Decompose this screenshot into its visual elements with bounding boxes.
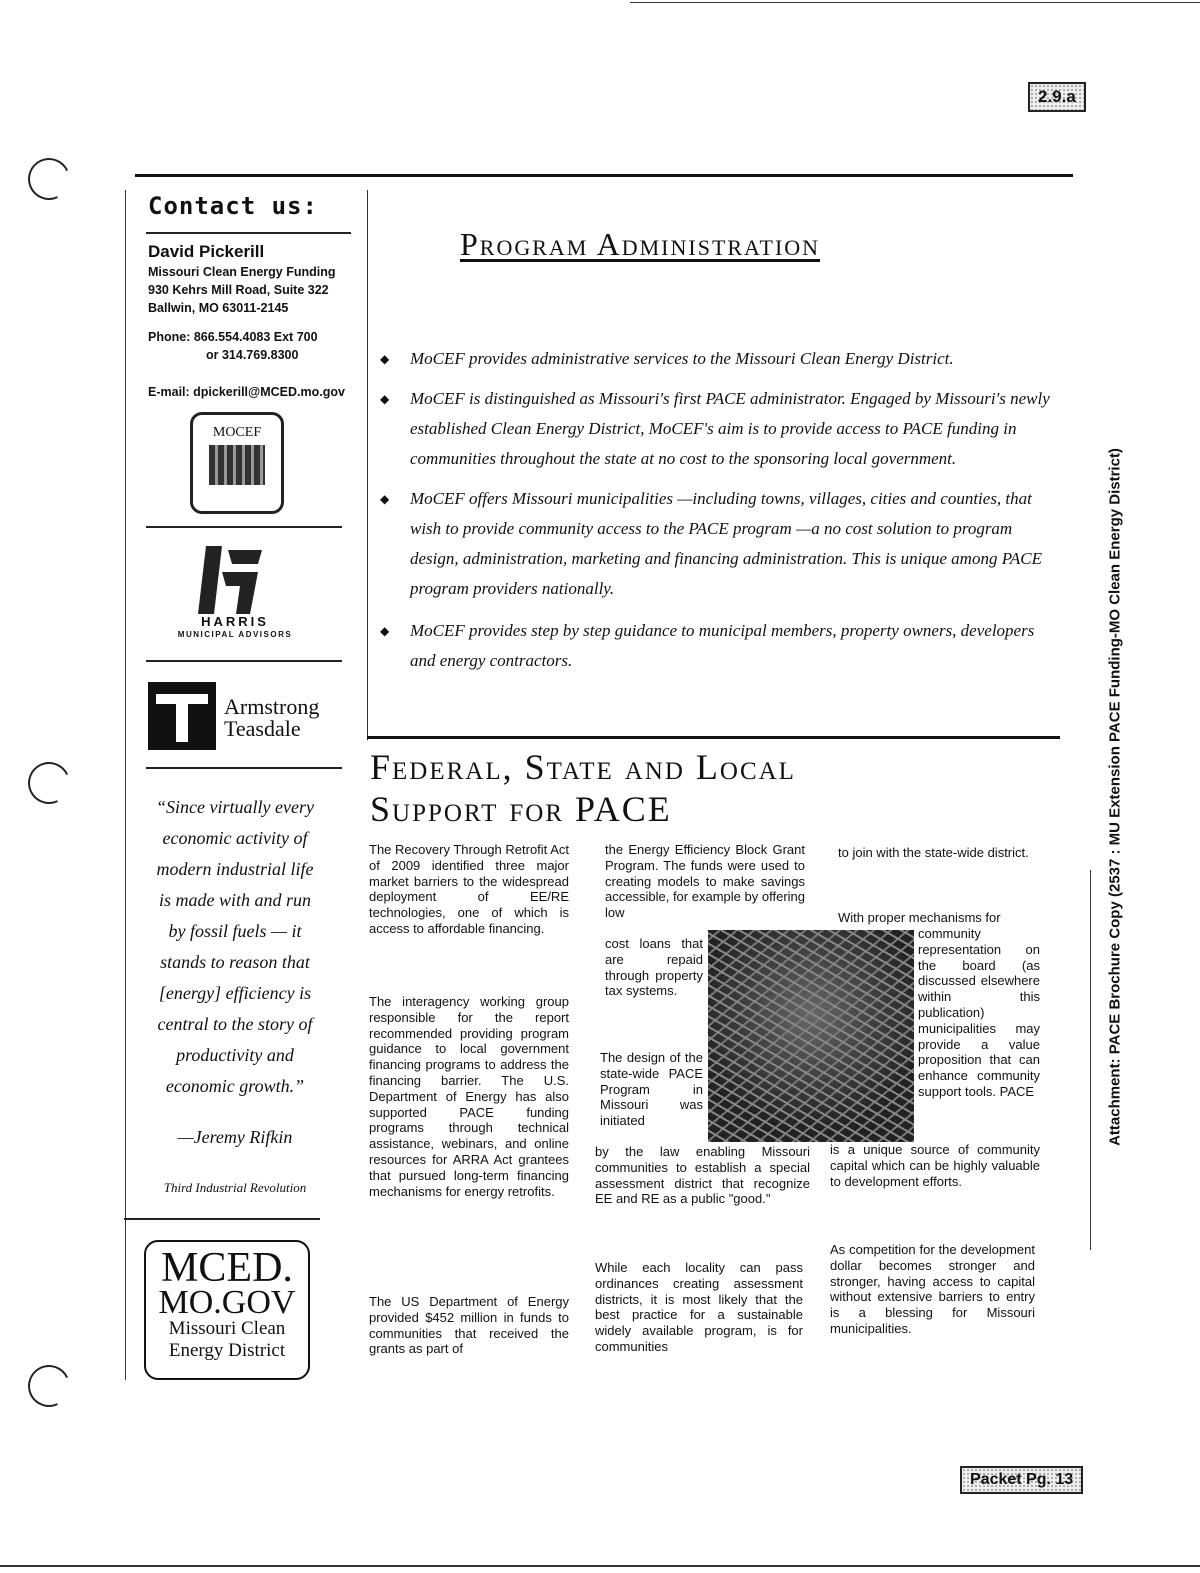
bullet-text: MoCEF is distinguished as Missouri's first PACE administrator. Engaged by Missouri's newly established Clean Energy District, MoCEF's aim is to provide access to PACE funding in communities throughout the state at no cost to the sponsoring local government.: [410, 389, 1050, 468]
program-bullet: [380, 616, 1050, 676]
contact-org: Missouri Clean Energy Funding: [148, 265, 336, 279]
punch-hole-icon: [22, 1359, 76, 1413]
contact-name: David Pickerill: [148, 242, 265, 261]
harris-logo-icon: [192, 546, 262, 614]
attachment-side-label: [1105, 362, 1125, 1232]
packet-page-stamp: Packet Pg. 13: [960, 1466, 1083, 1494]
quote-author: —Jeremy Rifkin: [177, 1127, 293, 1147]
right-margin-line: [1090, 870, 1091, 1250]
mced-line-4: Energy District: [168, 1340, 286, 1361]
quote-line: modern industrial life: [156, 859, 314, 879]
bullet-diamond-icon: ◆: [380, 492, 390, 506]
col3-para-2a: With proper mechanisms for: [838, 910, 1001, 925]
quote-line: by fossil fuels — it: [168, 921, 302, 941]
contact-phone-1: Phone: 866.554.4083 Ext 700: [148, 330, 318, 344]
bullet-diamond-icon: ◆: [380, 624, 390, 638]
mced-logo: [144, 1240, 310, 1380]
col2-para-1b: cost loans that are repaid through property tax systems.: [605, 936, 703, 999]
harris-subtitle: MUNICIPAL ADVISORS: [177, 630, 293, 639]
col2-para-2a: The design of the state-wide PACE Program in Missouri was initiated: [600, 1050, 703, 1129]
sidebar-rule-2: [146, 660, 342, 662]
quote-line: economic growth.”: [165, 1076, 305, 1096]
col2-para-3: While each locality can pass ordinances creating assessment districts, it is most likely that the best practice for a sustainable widely available program, is for communities: [595, 1260, 803, 1354]
col3-para-1: to join with the state-wide district.: [838, 845, 1029, 860]
punch-hole-icon: [22, 152, 76, 206]
col3-para-3: As competition for the development dollar becomes stronger and stronger, having access to capital without extensive barriers to entry is a blessing for Missouri municipalities.: [830, 1242, 1035, 1336]
col1-para-3: The US Department of Energy provided $452 million in funds to communities that received the grants as part of: [369, 1294, 569, 1357]
bullet-diamond-icon: ◆: [380, 392, 390, 406]
page-number-stamp: 2.9.a: [1028, 82, 1086, 112]
rifkin-quote: [135, 792, 335, 1102]
contact-rule: [146, 232, 351, 234]
harris-name: HARRIS: [201, 614, 269, 629]
col1-para-2: The interagency working group responsible for the report recommended providing program guidance to local government financing programs to address the financing barrier. The U.S. Department of Energy has also supported PACE funding programs through technical assistance, webinars, and online resources for ARRA Act grantees that pursued long-term financing mechanisms for energy retrofits.: [369, 994, 569, 1199]
quote-line: is made with and run: [158, 890, 311, 910]
armstrong-teasdale-logo-icon: [148, 682, 216, 750]
program-heading: Program Administration: [460, 226, 821, 262]
col1-para-1: The Recovery Through Retrofit Act of 2009 identified three major market barriers to the widespread deployment of EE/RE technologies, one of which is access to affordable financing.: [369, 842, 569, 936]
attachment-text: Attachment: PACE Brochure Copy (2537 : MU Extension PACE Funding-MO Clean Energy District): [1106, 448, 1124, 1146]
sidebar-rule-4: [124, 1218, 320, 1220]
quote-line: stands to reason that: [160, 952, 310, 972]
building-photo: [708, 930, 914, 1142]
sidebar-rule-3: [146, 767, 342, 769]
top-edge-line: [630, 2, 1200, 3]
bullet-text: MoCEF provides administrative services to the Missouri Clean Energy District.: [410, 349, 954, 368]
mced-line-1: MCED.: [161, 1245, 293, 1291]
section-rule: [367, 736, 1060, 739]
quote-line: central to the story of: [157, 1014, 313, 1034]
contact-email: E-mail: dpickerill@MCED.mo.gov: [148, 385, 345, 399]
bullet-text: MoCEF offers Missouri municipalities —including towns, villages, cities and counties, that wish to provide community access to the PACE program —a no cost solution to program design, administration, marketing and financing administration. This is unique among PACE program providers nationally.: [410, 489, 1043, 598]
federal-heading-2: Support for PACE: [370, 789, 672, 829]
punch-hole-icon: [22, 756, 76, 810]
quote-line: “Since virtually every: [156, 797, 314, 817]
header-rule: [135, 174, 1073, 177]
column-divider: [367, 190, 368, 740]
contact-address-1: 930 Kehrs Mill Road, Suite 322: [148, 283, 329, 297]
col3-para-2b: community representation on the board (as discussed elsewhere within this publication) municipalities may provide a value proposition that can enhance community support tools. PACE: [918, 926, 1040, 1099]
mocef-logo-icon: [209, 445, 265, 485]
mced-line-3: Missouri Clean: [168, 1318, 286, 1339]
bullet-text: MoCEF provides step by step guidance to municipal members, property owners, developers and energy contractors.: [410, 621, 1035, 670]
contact-title: Contact us:: [148, 192, 318, 220]
sidebar-border: [125, 190, 126, 1380]
contact-phone-2: or 314.769.8300: [206, 348, 299, 362]
armstrong-name-2: Teasdale: [224, 716, 301, 741]
program-bullet: [380, 484, 1050, 604]
bottom-edge-line: [0, 1565, 1200, 1567]
quote-line: economic activity of: [162, 828, 308, 848]
quote-source: Third Industrial Revolution: [163, 1180, 307, 1195]
col2-para-2b: by the law enabling Missouri communities to establish a special assessment district that recognize EE and RE as a public "good.": [595, 1144, 810, 1207]
mced-line-2: MO.GOV: [158, 1284, 296, 1321]
col2-para-1a: the Energy Efficiency Block Grant Program. The funds were used to creating models to make savings accessible, for example by offering low: [605, 842, 805, 921]
quote-line: [energy] efficiency is: [158, 983, 312, 1003]
sidebar-rule-1: [146, 526, 342, 528]
federal-heading-1: Federal, State and Local: [370, 747, 796, 787]
program-bullet: [380, 384, 1050, 474]
program-bullet: [380, 344, 1050, 374]
bullet-diamond-icon: ◆: [380, 352, 390, 366]
armstrong-name-1: Armstrong: [224, 694, 320, 719]
contact-address-2: Ballwin, MO 63011-2145: [148, 301, 289, 315]
col3-para-2c: is a unique source of community capital which can be highly valuable to development efforts.: [830, 1142, 1040, 1189]
mocef-logo-text: MOCEF: [212, 425, 262, 440]
quote-line: productivity and: [176, 1045, 294, 1065]
mocef-logo: [190, 412, 284, 514]
